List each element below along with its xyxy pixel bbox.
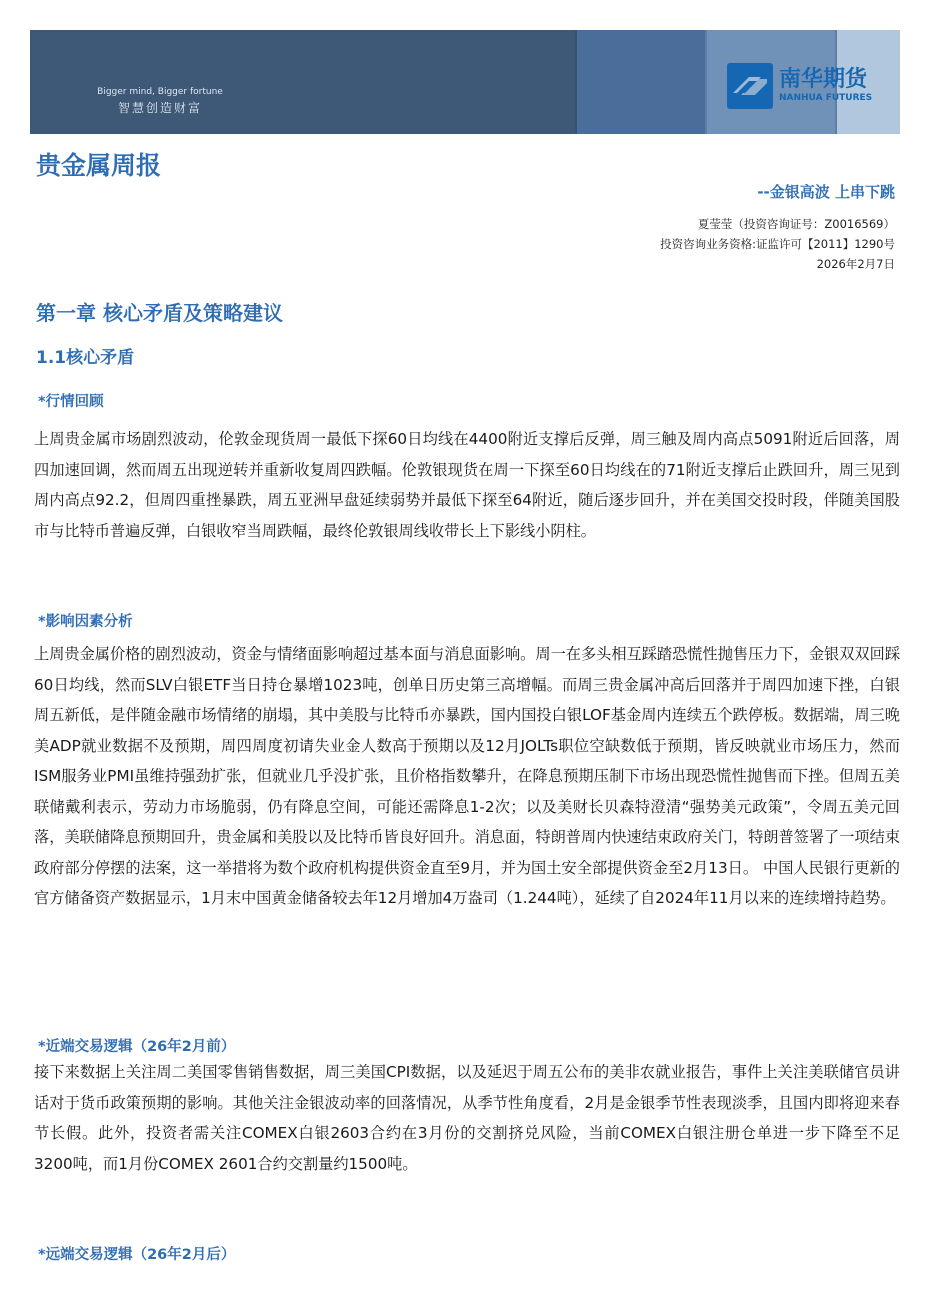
banner-panel <box>575 30 707 134</box>
slogan-cn: 智慧创造财富 <box>117 101 202 115</box>
license: 投资咨询业务资格:证监许可【2011】1290号 <box>660 237 895 251</box>
paragraph: 接下来数据上关注周二美国零售销售数据，周三美国CPI数据，以及延迟于周五公布的美非农就业报告，事件上关注美联储官员讲话对于货币政策预期的影响。其他关注金银波动率的回落情况，从季节性角度看，2月是金银季节性表现淡季，且国内即将迎来春节长假。此外，投资者需关注COMEX白银2603合约在3月份的交割挤兑风险，当前COMEX白银注册仓单进一步下降至不足3200吨，而1月份COMEX 2601合约交割量约1500吨。 <box>34 1063 900 1173</box>
nanhua-logo-icon <box>727 63 773 109</box>
paragraph: 上周贵金属价格的剧烈波动，资金与情绪面影响超过基本面与消息面影响。周一在多头相互踩踏恐慌性抛售压力下，金银双双回踩60日均线，然而SLV白银ETF当日持仓暴增1023吨，创单日历史第三高增幅。而周三贵金属冲高后回落并于周四加速下挫，白银周五新低，是伴随金融市场情绪的崩塌，其中美股与比特币亦暴跌，国内国投白银LOF基金周内连续五个跌停板。数据端，周三晚美ADP就业数据不及预期，周四周度初请失业金人数高于预期以及12月JOLTs职位空缺数低于预期，皆反映就业市场压力，然而ISM服务业PMI虽维持强劲扩张，但就业几乎没扩张，且价格指数攀升，在降息预期压制下市场出现恐慌性抛售而下挫。但周五美联储戴利表示，劳动力市场脆弱，仍有降息空间，可能还需降息1-2次；以及美财长贝森特澄清“强势美元政策”，令周五美元回落，美联储降息预期回升，贵金属和美股以及比特币皆良好回升。消息面，特朗普周内快速结束政府关门，特朗普签署了一项结束政府部分停摆的法案，这一举措将为数个政府机构提供资金直至9月，并为国土安全部提供资金至2月13日。 中国人民银行更新的官方储备资产数据显示，1月末中国黄金储备较去年12月增加4万盎司（1.244吨），延续了自2024年11月以来的连续增持趋势。 <box>34 645 900 907</box>
report-title: 贵金属周报 <box>36 151 162 180</box>
subsection-heading: *近端交易逻辑（26年2月前） <box>38 1039 236 1055</box>
report-date: 2026年2月7日 <box>816 257 895 271</box>
paragraph: 上周贵金属市场剧烈波动，伦敦金现货周一最低下探60日均线在4400附近支撑后反弹，周三触及周内高点5091附近后回落，周四加速回调，然而周五出现逆转并重新收复周四跌幅。伦敦银现货在周一下探至60日均线在的71附近支撑后止跌回升，周三见到周内高点92.2，但周四重挫暴跌，周五亚洲早盘延续弱势并最低下探至64附近，随后逐步回升，并在美国交投时段，伴随美国股市与比特币普遍反弹，白银收窄当周跌幅，最终伦敦银周线收带长上下影线小阴柱。 <box>34 430 900 540</box>
company-logo <box>727 63 872 109</box>
slogan-en: Bigger mind, Bigger fortune <box>97 87 223 97</box>
slogan <box>90 87 230 116</box>
author: 夏莹莹（投资咨询证号：Z0016569） <box>697 217 895 231</box>
subsection-heading: *行情回顾 <box>38 394 104 410</box>
logo-cn-text: 南华期货 <box>779 67 868 92</box>
report-meta <box>660 214 895 274</box>
header-banner <box>30 30 900 134</box>
chapter-heading: 第一章 核心矛盾及策略建议 <box>36 301 283 325</box>
subsection-heading: *远端交易逻辑（26年2月后） <box>38 1247 236 1263</box>
logo-en-text: NANHUA FUTURES <box>779 93 873 103</box>
subsection-heading: *影响因素分析 <box>38 614 133 630</box>
section-heading: 1.1核心矛盾 <box>36 348 135 368</box>
report-subtitle: --金银高波 上串下跳 <box>757 183 895 201</box>
